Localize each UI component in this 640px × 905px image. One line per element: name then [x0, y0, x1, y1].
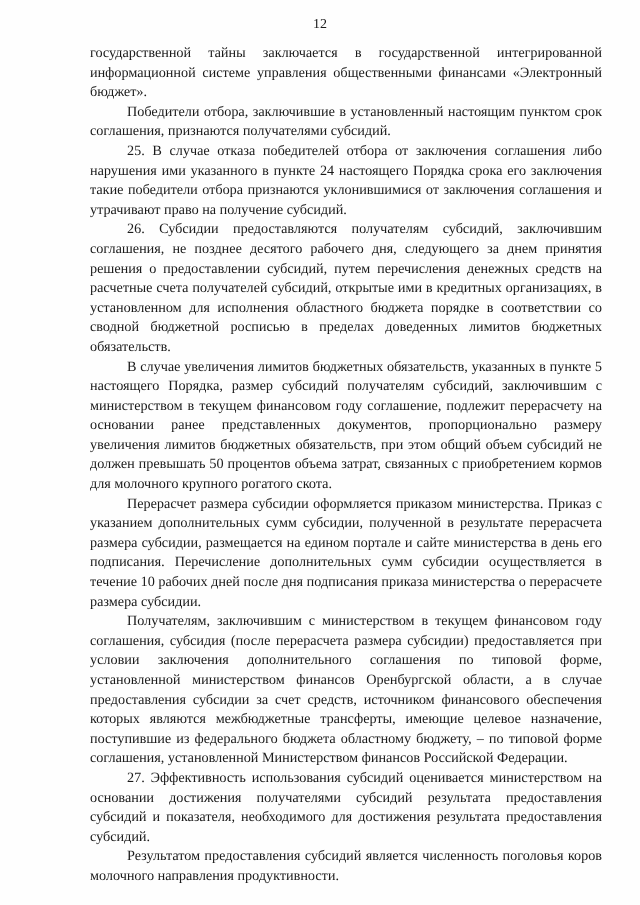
document-body [90, 44, 602, 887]
paragraph-item-27: 27. Эффективность использования субсидий оценивается министерством на основании достижения получателями субсидий результата предоставления субсидий и показателя, необходимого для достижения результата предоставления субсидий. [90, 769, 602, 845]
paragraph-item-25: 25. В случае отказа победителей отбора от заключения соглашения либо нарушения ими указанного в пункте 24 настоящего Порядка срока его заключения такие победители отбора признаются уклонившимися от заключения соглашения и утрачивают право на получение субсидий. [90, 142, 602, 218]
paragraph-additional-agreement: Получателям, заключившим с министерством в текущем финансовом году соглашения, субсидия (после перерасчета размера субсидии) предоставляется при условии заключения дополнительного соглашения по типовой форме, установленной министерством финансов Оренбургской области, а в случае предоставления субсидии за счет средств, источником финансового обеспечения которых являются межбюджетные трансферты, имеющие целевое назначение, поступившие из федерального бюджета областному бюджету, – по типовой форме соглашения, установленной Министерством финансов Российской Федерации. [90, 613, 602, 767]
paragraph-item-26: 26. Субсидии предоставляются получателям субсидий, заключившим соглашения, не позднее десятого рабочего дня, следующего за днем принятия решения о предоставлении субсидий, путем перечисления денежных средств на расчетные счета получателей субсидий, открытые ими в кредитных организациях, в установленном для исполнения областного бюджета порядке в соответствии со сводной бюджетной росписью в пределах доведенных лимитов бюджетных обязательств. [90, 221, 602, 355]
paragraph-continuation: государственной тайны заключается в государственной интегрированной информационной системе управления общественными финансами «Электронный бюджет». [90, 45, 602, 101]
page-number: 12 [313, 17, 327, 32]
paragraph-result: Результатом предоставления субсидий является численность поголовья коров молочного направления продуктивности. [90, 848, 602, 884]
paragraph-winners: Победители отбора, заключившие в установленный настоящим пунктом срок соглашения, признаются получателями субсидий. [90, 103, 602, 140]
paragraph-limit-increase: В случае увеличения лимитов бюджетных обязательств, указанных в пункте 5 настоящего Порядка, размер субсидий получателям субсидий, заключившим с министерством в текущем финансовом году соглашение, подлежит перерасчету на основании ранее представленных документов, пропорционально размеру увеличения лимитов бюджетных обязательств, при этом общий объем субсидий не должен превышать 50 процентов объема затрат, связанных с приобретением кормов для молочного крупного рогатого скота. [90, 358, 602, 493]
paragraph-recalculation: Перерасчет размера субсидии оформляется приказом министерства. Приказ с указанием дополнительных сумм субсидии, полученной в результате перерасчета размера субсидии, размещается на едином портале и сайте министерства в день его подписания. Перечисление дополнительных сумм субсидии осуществляется в течение 10 рабочих дней после дня подписания приказа министерства о перерасчете размера субсидии. [90, 495, 602, 610]
